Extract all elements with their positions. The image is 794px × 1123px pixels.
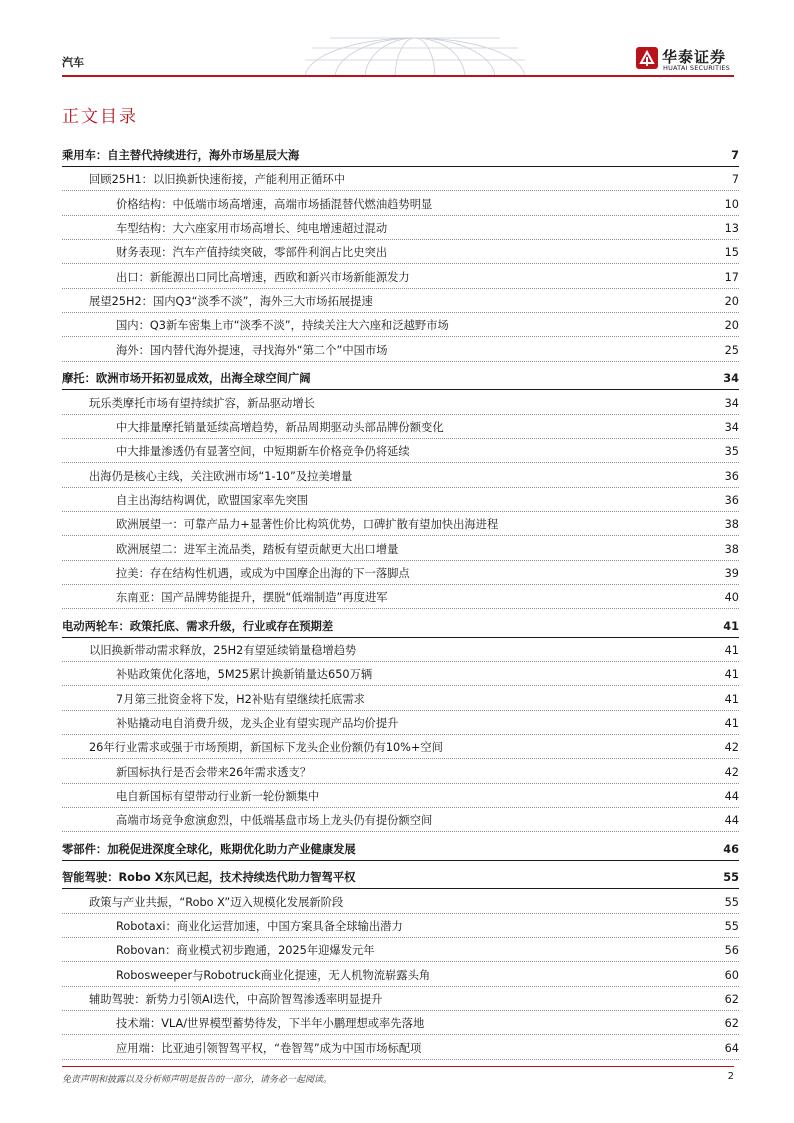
toc-entry-title: 出海仍是核心主线，关注欧洲市场“1-10”及拉美增量 — [89, 469, 353, 483]
huatai-logo — [636, 46, 740, 74]
toc-entry[interactable] — [62, 391, 739, 415]
toc-entry[interactable] — [62, 512, 739, 536]
toc-entry[interactable] — [62, 1036, 739, 1060]
toc-entry[interactable] — [62, 488, 739, 512]
toc-entry[interactable] — [62, 585, 739, 609]
toc-entry-page: 55 — [724, 895, 739, 909]
toc-entry-page: 55 — [723, 871, 739, 885]
toc-entry-title: Robosweeper与Robotruck商业化提速，无人机物流崭露头角 — [116, 968, 431, 982]
toc-entry-title: 以旧换新带动需求释放，25H2有望延续销量稳增趋势 — [89, 644, 357, 657]
toc-entry-page: 44 — [724, 790, 739, 804]
logo-chinese-name: 华泰证券 — [662, 48, 727, 66]
toc-entry-title: 补贴撬动电自消费升级，龙头企业有望实现产品均价提升 — [116, 717, 399, 731]
toc-entry-page: 38 — [724, 518, 739, 532]
toc-entry-page: 42 — [724, 741, 739, 755]
toc-entry-title: 高端市场竞争愈演愈烈，中低端基盘市场上龙头仍有提份额空间 — [116, 814, 433, 828]
header-divider — [62, 75, 734, 77]
toc-entry-page: 34 — [724, 396, 739, 410]
toc-entry-title: 政策与产业共振，“Robo X”迈入规模化发展新阶段 — [89, 895, 344, 909]
toc-entry-page: 46 — [723, 842, 739, 856]
toc-entry-page: 35 — [724, 445, 739, 459]
toc-entry-page: 34 — [723, 372, 739, 386]
toc-entry-page: 7 — [731, 173, 739, 187]
toc-entry-title: 玩乐类摩托市场有望持续扩容，新品驱动增长 — [89, 396, 315, 410]
toc-entry[interactable] — [62, 366, 739, 390]
toc-entry[interactable] — [62, 614, 739, 638]
toc-entry[interactable] — [62, 837, 739, 861]
toc-entry[interactable] — [62, 439, 739, 463]
toc-entry-title: 欧洲展望二：进军主流品类，踏板有望贡献更大出口增量 — [116, 542, 399, 556]
toc-entry-page: 62 — [724, 1017, 739, 1031]
toc-entry-page: 39 — [724, 566, 739, 580]
toc-entry[interactable] — [62, 265, 739, 289]
toc-entry-title: 应用端：比亚迪引领智驾平权，“卷智驾”成为中国市场标配项 — [116, 1041, 422, 1055]
toc-entry[interactable] — [62, 914, 739, 938]
toc-entry[interactable] — [62, 240, 739, 264]
toc-entry[interactable] — [62, 711, 739, 735]
toc-entry-page: 38 — [724, 542, 739, 556]
toc-entry[interactable] — [62, 537, 739, 561]
toc-entry-title: 技术端：VLA/世界模型蓄势待发，下半年小鹏理想或率先落地 — [116, 1017, 425, 1031]
footer-divider — [62, 1066, 734, 1067]
toc-entry-page: 64 — [724, 1041, 739, 1055]
toc-entry[interactable] — [62, 938, 739, 962]
toc-entry-page: 7 — [731, 149, 739, 162]
toc-entry-page: 41 — [724, 644, 739, 657]
toc-entry[interactable] — [62, 338, 739, 362]
toc-entry[interactable] — [62, 216, 739, 240]
toc-entry[interactable] — [62, 760, 739, 784]
toc-entry-title: 补贴政策优化落地，5M25累计换新销量达650万辆 — [116, 668, 373, 682]
page-number: 2 — [727, 1071, 734, 1082]
toc-entry-title: 摩托：欧洲市场开拓初显成效，出海全球空间广阔 — [62, 372, 311, 386]
toc-entry-title: 零部件：加税促进深度全球化，账期优化助力产业健康发展 — [62, 842, 356, 856]
toc-entry-title: Robovan：商业模式初步跑通，2025年迎爆发元年 — [116, 944, 375, 958]
toc-entry-title: 海外：国内替代海外提速，寻找海外“第二个”中国市场 — [116, 343, 388, 357]
toc-entry-title: 出口：新能源出口同比高增速，西欧和新兴市场新能源发力 — [116, 270, 410, 284]
toc-entry-title: 回顾25H1：以旧换新快速衔接，产能利用正循环中 — [89, 173, 345, 187]
toc-entry-page: 20 — [724, 295, 739, 309]
toc-entry-title: 新国标执行是否会带来26年需求透支？ — [116, 765, 312, 779]
toc-entry-title: 智能驾驶：Robo X东风已起，技术持续迭代助力智驾平权 — [62, 871, 356, 885]
report-sector: 汽车 — [62, 56, 84, 69]
toc-entry[interactable] — [62, 415, 739, 439]
toc-entry[interactable] — [62, 735, 739, 759]
toc-entry-title: 26年行业需求或强于市场预期，新国标下龙头企业份额仍有10%+空间 — [89, 741, 443, 755]
toc-entry-title: 乘用车：自主替代持续进行，海外市场星辰大海 — [62, 149, 300, 162]
toc-entry-page: 41 — [723, 619, 739, 633]
toc-entry[interactable] — [62, 464, 739, 488]
toc-entry-page: 44 — [724, 814, 739, 828]
toc-entry-page: 56 — [724, 944, 739, 958]
toc-entry-title: 国内：Q3新车密集上市“淡季不淡”，持续关注大六座和泛越野市场 — [116, 319, 449, 333]
toc-entry-title: Robotaxi：商业化运营加速，中国方案具备全球输出潜力 — [116, 919, 403, 933]
toc-entry[interactable] — [62, 963, 739, 987]
toc-entry[interactable] — [62, 561, 739, 585]
toc-entry[interactable] — [62, 987, 739, 1011]
toc-entry-title: 辅助驾驶：新势力引领AI迭代，中高阶智驾渗透率明显提升 — [89, 992, 383, 1006]
toc-entry-title: 东南亚：国产品牌势能提升，摆脱“低端制造”再度进军 — [116, 591, 388, 605]
toc-entry-title: 拉美：存在结构性机遇，或成为中国摩企出海的下一落脚点 — [116, 566, 410, 580]
globe-decoration — [300, 30, 530, 76]
toc-entry[interactable] — [62, 638, 739, 662]
toc-entry[interactable] — [62, 808, 739, 832]
toc-entry[interactable] — [62, 143, 739, 167]
toc-entry[interactable] — [62, 890, 739, 914]
toc-entry-page: 41 — [724, 717, 739, 731]
huatai-logo-icon — [636, 47, 658, 69]
toc-entry-page: 42 — [724, 765, 739, 779]
toc-entry-title: 自主出海结构调优，欧盟国家率先突围 — [116, 493, 309, 507]
toc-entry-page: 55 — [724, 919, 739, 933]
toc-entry-title: 中大排量摩托销量延续高增趋势，新品周期驱动头部品牌份额变化 — [116, 420, 444, 434]
toc-entry-page: 10 — [724, 197, 739, 211]
toc-entry-page: 36 — [724, 469, 739, 483]
toc-entry-title: 中大排量渗透仍有显著空间，中短期新车价格竞争仍将延续 — [116, 445, 410, 459]
toc-entry[interactable] — [62, 313, 739, 337]
toc-entry[interactable] — [62, 289, 739, 313]
toc-entry[interactable] — [62, 784, 739, 808]
toc-entry-title: 电动两轮车：政策托底、需求升级，行业或存在预期差 — [62, 619, 334, 633]
toc-entry-title: 电自新国标有望带动行业新一轮份额集中 — [116, 790, 320, 804]
toc-entry[interactable] — [62, 1011, 739, 1035]
toc-entry[interactable] — [62, 687, 739, 711]
toc-entry[interactable] — [62, 192, 739, 216]
toc-entry[interactable] — [62, 662, 739, 686]
toc-entry-page: 13 — [724, 222, 739, 236]
toc-entry-page: 41 — [724, 668, 739, 682]
toc-entry-page: 15 — [724, 246, 739, 260]
toc-entry-page: 25 — [724, 343, 739, 357]
toc-entry-page: 34 — [724, 420, 739, 434]
toc-entry-page: 20 — [724, 319, 739, 333]
logo-english-name: HUATAI SECURITIES — [663, 64, 730, 72]
toc-entry-title: 欧洲展望一：可靠产品力+显著性价比构筑优势，口碑扩散有望加快出海进程 — [116, 518, 499, 532]
toc-entry-page: 62 — [724, 992, 739, 1006]
footer-disclaimer: 免责声明和披露以及分析师声明是报告的一部分，请务必一起阅读。 — [62, 1075, 333, 1085]
toc-entry-title: 7月第三批资金将下发，H2补贴有望继续托底需求 — [116, 692, 365, 706]
toc-entry[interactable] — [62, 167, 739, 191]
toc-entry[interactable] — [62, 865, 739, 889]
toc-entry-page: 40 — [724, 591, 739, 605]
toc-entry-page: 17 — [724, 270, 739, 284]
toc-entry-title: 财务表现：汽车产值持续突破，零部件利润占比史突出 — [116, 246, 388, 260]
toc-entry-page: 60 — [724, 968, 739, 982]
toc-entry-title: 价格结构：中低端市场高增速，高端市场插混替代燃油趋势明显 — [116, 197, 433, 211]
toc-entry-title: 展望25H2：国内Q3“淡季不淡”，海外三大市场拓展提速 — [89, 295, 373, 309]
toc-entry-page: 41 — [724, 692, 739, 706]
toc-entry-title: 车型结构：大六座家用市场高增长、纯电增速超过混动 — [116, 222, 388, 236]
toc-heading: 正文目录 — [62, 107, 138, 127]
toc-entry-page: 36 — [724, 493, 739, 507]
